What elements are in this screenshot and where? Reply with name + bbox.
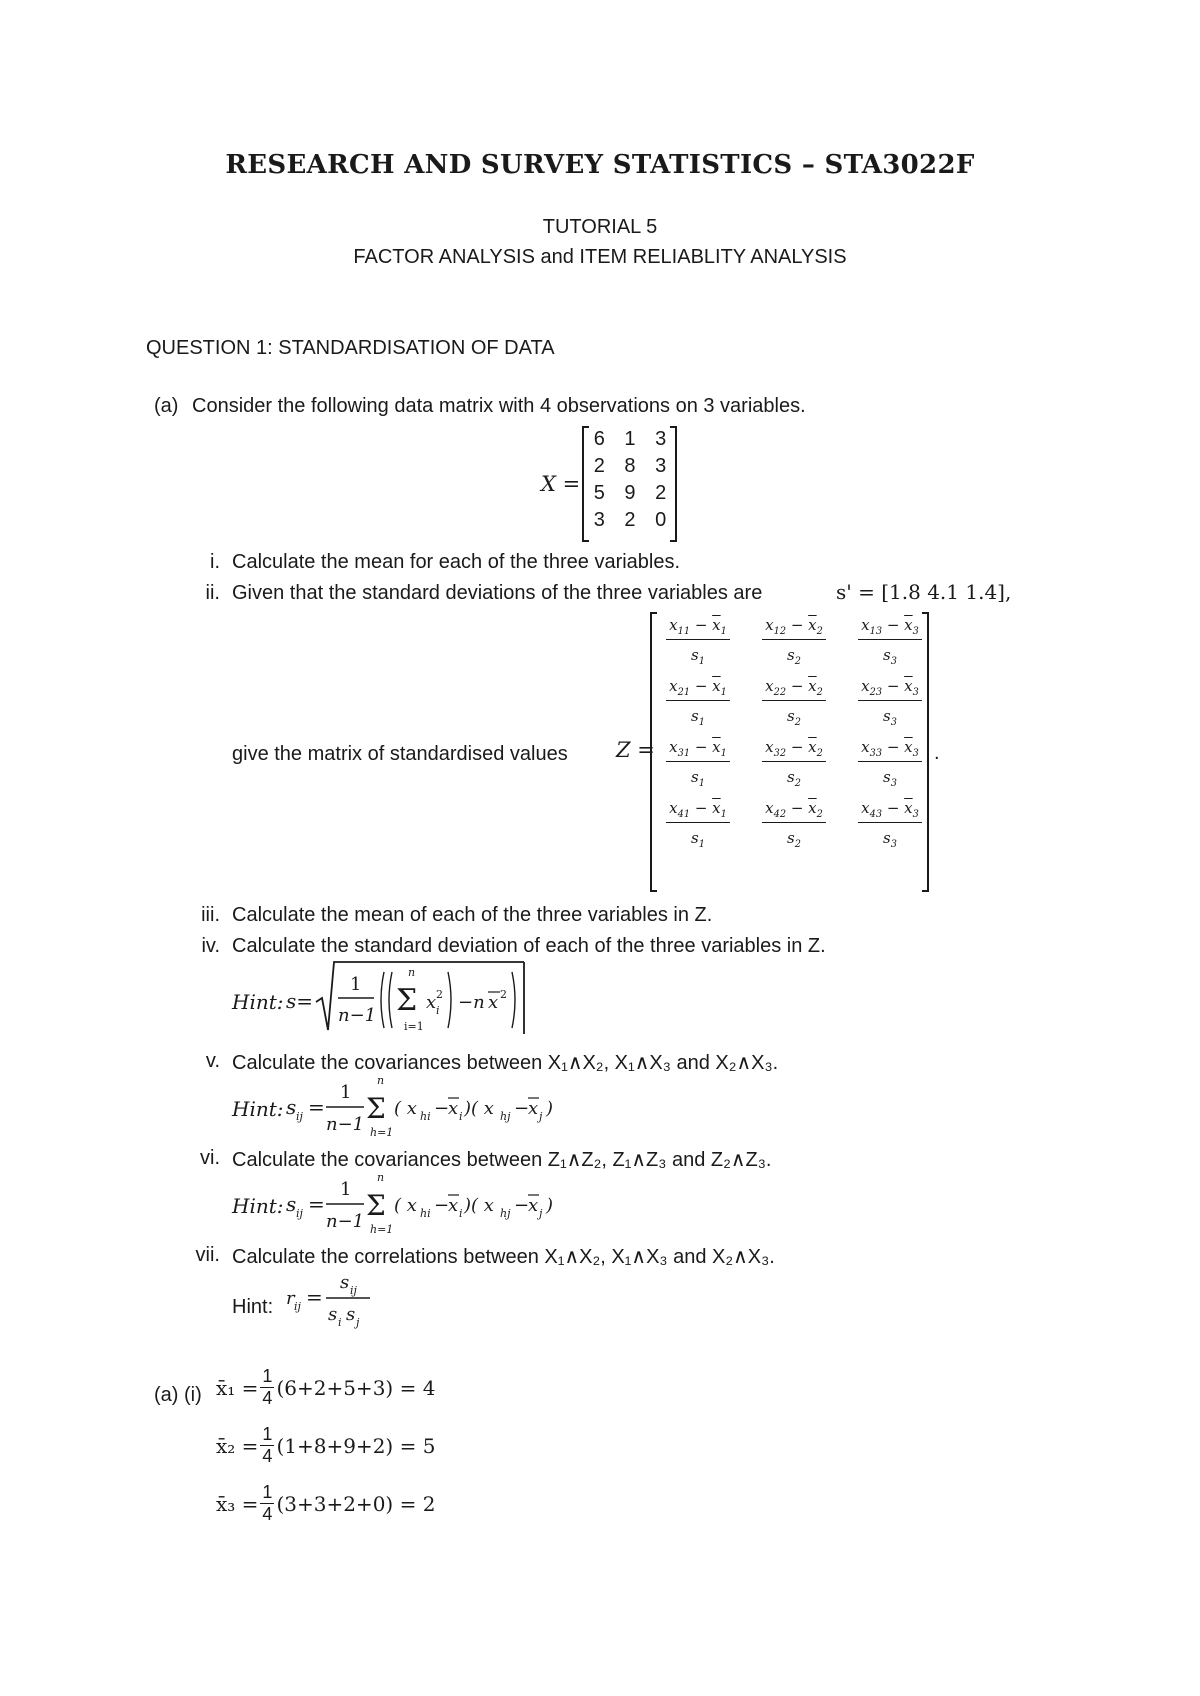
item-number: vii. [195,1244,220,1266]
svg-text:1: 1 [350,974,362,995]
svg-text:s: s [286,1095,297,1119]
answer-lhs: x̄₁ = [216,1375,259,1400]
item-number: iv. [201,935,220,957]
svg-text:i: i [459,1207,463,1220]
matrix-cell: 2 [624,509,636,531]
z-cell: $x_{12} - \overline{x}_2$ $s_2$ [748,616,840,667]
svg-text:h=1: h=1 [370,1126,394,1139]
svg-text:−: − [434,1098,450,1119]
answer-rhs: (6+2+5+3) = 4 [276,1375,436,1400]
svg-text:=: = [306,1285,323,1309]
answer-line [216,1482,435,1525]
matrix-cell: 6 [593,428,605,450]
item-text: Calculate the covariances between X₁∧X₂, X₁∧X₃ and X₂∧X₃. [232,1052,779,1074]
data-matrix [584,428,676,532]
matrix-x-label: X = [541,472,581,496]
answer-rhs: (1+8+9+2) = 5 [276,1433,436,1458]
svg-text:s: s [346,1304,356,1325]
fraction-numerator: 1 [262,1424,273,1444]
matrix-cell: 5 [593,482,605,504]
svg-text:i=1: i=1 [404,1020,424,1033]
svg-text:=: = [308,1095,325,1119]
fraction-numerator: 1 [262,1366,273,1386]
matrix-cell: 9 [624,482,636,504]
matrix-cell: 8 [624,455,636,477]
svg-text:hi: hi [420,1207,431,1220]
answer-line [216,1424,435,1467]
item-text: Calculate the covariances between Z₁∧Z₂, Z₁∧Z₃ and Z₂∧Z₃. [232,1149,772,1171]
svg-text:hj: hj [500,1207,511,1220]
matrix-cell: 1 [624,428,636,450]
hint-cov-formula [286,1074,586,1146]
svg-text:2: 2 [436,988,443,1001]
svg-text:)( x: )( x [464,1098,494,1119]
answer-lhs: x̄₂ = [216,1433,259,1458]
svg-text:ij: ij [294,1300,301,1313]
svg-text:( x: ( x [394,1195,417,1216]
svg-text:Σ: Σ [366,1189,386,1222]
svg-text:Σ: Σ [396,983,418,1018]
z-cell: $x_{13} - \overline{x}_3$ $s_3$ [844,616,936,667]
tutorial-number: TUTORIAL 5 [542,216,658,238]
svg-text:Σ: Σ [366,1092,386,1125]
matrix-cell: 2 [593,455,605,477]
svg-text:hi: hi [420,1110,431,1123]
fraction-denominator: 4 [262,1504,273,1524]
svg-text:n−1: n−1 [338,1005,377,1026]
svg-text:j: j [356,1316,360,1329]
hint-sd-formula [286,958,546,1044]
answer-lhs: x̄₃ = [216,1491,259,1516]
svg-text:i: i [436,1004,440,1017]
answer-rhs: (3+3+2+0) = 2 [276,1491,436,1516]
matrix-cell: 2 [655,482,667,504]
matrix-cell: 0 [655,509,667,531]
svg-text:s: s [328,1304,338,1325]
document-title: RESEARCH AND SURVEY STATISTICS – STA3022F [225,150,975,180]
z-cell: $x_{31} - \overline{x}_1$ $s_1$ [652,738,744,789]
period-mark: . [934,742,940,764]
svg-text:j: j [539,1110,543,1123]
svg-text:): ) [546,1195,554,1216]
z-cell: $x_{43} - \overline{x}_3$ $s_3$ [844,799,936,850]
svg-text:2: 2 [500,988,507,1001]
std-dev-vector: s' = [1.8 4.1 1.4], [836,580,1012,604]
svg-text:n−1: n−1 [326,1211,365,1232]
matrix-cell: 3 [655,428,667,450]
svg-text:s: s [340,1272,350,1293]
svg-text:n: n [408,966,416,979]
item-number: i. [210,551,220,573]
svg-text:−: − [514,1098,530,1119]
z-cell: $x_{32} - \overline{x}_2$ $s_2$ [748,738,840,789]
svg-text:=: = [308,1192,325,1216]
hint-label: Hint: [232,1296,274,1318]
svg-text:x: x [426,992,437,1013]
hint-corr-formula [286,1268,406,1338]
matrix-z-label: Z = [616,738,655,762]
fraction-denominator: 4 [262,1446,273,1466]
svg-text:ij: ij [296,1207,303,1220]
svg-text:s: s [286,1192,297,1216]
svg-text:s=: s= [286,989,314,1013]
answer-line [216,1366,435,1409]
svg-text:1: 1 [340,1082,352,1103]
svg-text:−n: −n [458,992,485,1013]
svg-text:1: 1 [340,1179,352,1200]
fraction [260,1366,274,1409]
sqrt-formula-svg [286,958,546,1038]
z-cell: $x_{11} - \overline{x}_1$ $s_1$ [652,616,744,667]
part-a-text: Consider the following data matrix with 4 observations on 3 variables. [192,395,806,417]
hint-cov-formula-z [286,1171,586,1243]
question-heading: QUESTION 1: STANDARDISATION OF DATA [146,337,555,359]
z-cell: $x_{42} - \overline{x}_2$ $s_2$ [748,799,840,850]
z-cell: $x_{22} - \overline{x}_2$ $s_2$ [748,677,840,728]
item-number: iii. [201,904,220,926]
hint-label: Hint: [232,990,284,1014]
svg-text:x: x [528,1195,539,1216]
standardised-text: give the matrix of standardised values [232,743,568,765]
z-cell: $x_{41} - \overline{x}_1$ $s_1$ [652,799,744,850]
item-text: Calculate the mean of each of the three variables in Z. [232,904,713,926]
item-number: v. [205,1050,220,1072]
svg-text:n: n [377,1171,385,1184]
svg-text:−: − [514,1195,530,1216]
svg-text:n: n [377,1074,385,1087]
item-text: Given that the standard deviations of the three variables are [232,582,763,604]
svg-text:): ) [546,1098,554,1119]
svg-text:i: i [338,1316,342,1329]
answer-label: (a) (i) [154,1384,202,1406]
corr-formula-svg [286,1268,406,1332]
tutorial-subtitle: FACTOR ANALYSIS and ITEM RELIABLITY ANALYSIS [353,246,847,268]
svg-text:j: j [539,1207,543,1220]
svg-text:n−1: n−1 [326,1114,365,1135]
item-text: Calculate the correlations between X₁∧X₂, X₁∧X₃ and X₂∧X₃. [232,1246,775,1268]
fraction [260,1424,274,1467]
item-text: Calculate the mean for each of the three variables. [232,551,681,573]
fraction-numerator: 1 [262,1482,273,1502]
z-cell: $x_{23} - \overline{x}_3$ $s_3$ [844,677,936,728]
cov-formula-svg [286,1171,586,1237]
cov-formula-svg [286,1074,586,1140]
item-text: Calculate the standard deviation of each of the three variables in Z. [232,935,826,957]
svg-text:( x: ( x [394,1098,417,1119]
fraction-denominator: 4 [262,1388,273,1408]
matrix-cell: 3 [655,455,667,477]
item-number: vi. [200,1147,220,1169]
svg-text:i: i [459,1110,463,1123]
svg-text:x: x [528,1098,539,1119]
svg-text:x: x [448,1195,459,1216]
hint-label: Hint: [232,1194,284,1218]
z-cell: $x_{21} - \overline{x}_1$ $s_1$ [652,677,744,728]
svg-text:h=1: h=1 [370,1223,394,1236]
item-number: ii. [205,582,220,604]
matrix-cell: 3 [593,509,605,531]
svg-text:r: r [286,1288,295,1309]
svg-text:)( x: )( x [464,1195,494,1216]
svg-text:x: x [448,1098,459,1119]
svg-text:−: − [434,1195,450,1216]
z-cell: $x_{33} - \overline{x}_3$ $s_3$ [844,738,936,789]
svg-text:hj: hj [500,1110,511,1123]
z-matrix [652,616,936,850]
svg-text:ij: ij [296,1110,303,1123]
svg-text:x: x [488,992,499,1013]
fraction [260,1482,274,1525]
part-a-label: (a) [154,395,179,417]
svg-text:ij: ij [350,1284,357,1297]
hint-label: Hint: [232,1097,284,1121]
